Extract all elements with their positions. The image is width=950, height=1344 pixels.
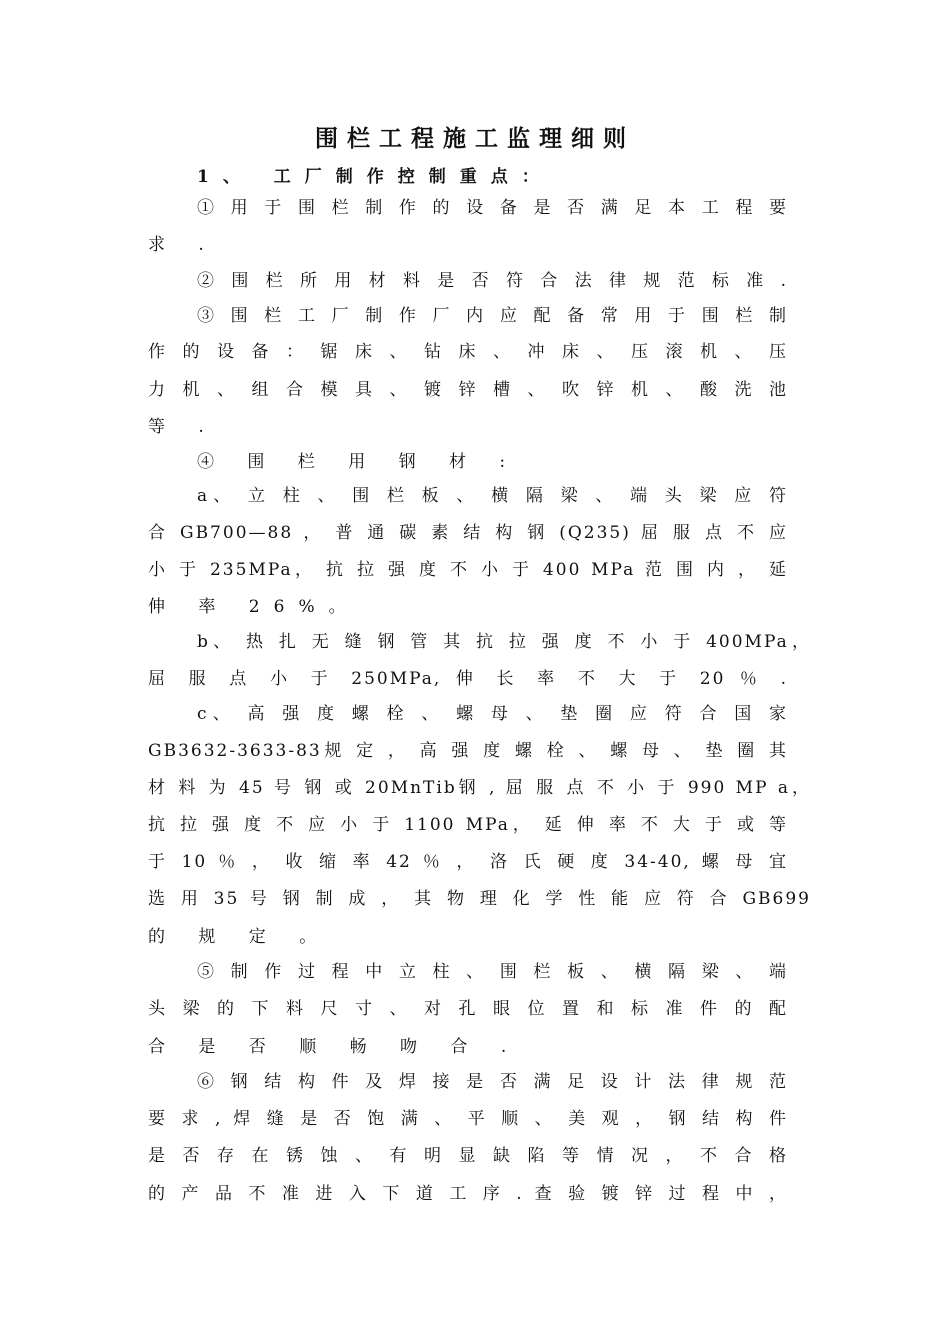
body-line: 于 10 ％ ， 收 缩 率 42 ％ ， 洛 氏 硬 度 34-40, 螺 母 宜 <box>148 852 788 872</box>
body-line: ② 围 栏 所 用 材 料 是 否 符 合 法 律 规 范 标 准 . <box>197 271 788 291</box>
body-line: 头 梁 的 下 料 尺 寸 、 对 孔 眼 位 置 和 标 准 件 的 配 <box>148 999 788 1019</box>
body-line: ① 用 于 围 栏 制 作 的 设 备 是 否 满 足 本 工 程 要 <box>197 198 788 218</box>
body-line: ⑥ 钢 结 构 件 及 焊 接 是 否 满 足 设 计 法 律 规 范 <box>197 1072 788 1092</box>
body-line: 求 . <box>148 235 218 255</box>
body-line: 抗 拉 强 度 不 应 小 于 1100 MPa， 延 伸 率 不 大 于 或 等 <box>148 815 788 835</box>
body-line: c、 高 强 度 螺 栓 、 螺 母 、 垫 圈 应 符 合 国 家 <box>197 704 788 724</box>
section-heading: 1、 工厂制作控制重点： <box>197 167 553 187</box>
body-line: 屈 服 点 小 于 250MPa, 伸 长 率 不 大 于 20 ％ . <box>148 669 788 689</box>
body-line: 小 于 235MPa， 抗 拉 强 度 不 小 于 400 MPa 范 围 内 ， 延 <box>148 560 788 580</box>
body-line: b、 热 扎 无 缝 钢 管 其 抗 拉 强 度 不 小 于 400MPa， <box>197 632 811 652</box>
document-title: 围栏工程施工监理细则 <box>315 125 635 152</box>
body-line: 伸 率 26%。 <box>148 597 360 617</box>
body-line: 要 求 , 焊 缝 是 否 饱 满 、 平 顺 、 美 观 ， 钢 结 构 件 <box>148 1109 788 1129</box>
body-line: 是 否 存 在 锈 蚀 、 有 明 显 缺 陷 等 情 况 ， 不 合 格 <box>148 1146 788 1166</box>
body-line: ③ 围 栏 工 厂 制 作 厂 内 应 配 备 常 用 于 围 栏 制 <box>197 306 788 326</box>
body-line: GB3632-3633-83规 定 ， 高 强 度 螺 栓 、 螺 母 、 垫 圈 其 <box>148 741 788 761</box>
body-line: 的 产 品 不 准 进 入 下 道 工 序 . 查 验 镀 锌 过 程 中 ， <box>148 1184 788 1204</box>
body-line: 力 机 、 组 合 模 具 、 镀 锌 槽 、 吹 锌 机 、 酸 洗 池 <box>148 380 788 400</box>
body-line: 等 . <box>148 417 218 437</box>
body-line: 作 的 设 备 ： 锯 床 、 钻 床 、 冲 床 、 压 滚 机 、 压 <box>148 342 788 362</box>
body-line: ④ 围 栏 用 钢 材 : <box>197 452 520 472</box>
body-line: 材 料 为 45 号 钢 或 20MnTib钢 , 屈 服 点 不 小 于 990 MP a， <box>148 778 811 798</box>
body-line: ⑤ 制 作 过 程 中 立 柱 、 围 栏 板 、 横 隔 梁 、 端 <box>197 962 788 982</box>
body-line: 合 GB700—88 ， 普 通 碳 素 结 构 钢 (Q235) 屈 服 点 不 应 <box>148 523 788 543</box>
body-line: a、 立 柱 、 围 栏 板 、 横 隔 梁 、 端 头 梁 应 符 <box>197 486 788 506</box>
body-line: 合 是 否 顺 畅 吻 合 . <box>148 1037 521 1057</box>
body-line: 的 规 定 。 <box>148 927 331 947</box>
body-line: 选 用 35 号 钢 制 成 ， 其 物 理 化 学 性 能 应 符 合 GB699 <box>148 889 811 909</box>
